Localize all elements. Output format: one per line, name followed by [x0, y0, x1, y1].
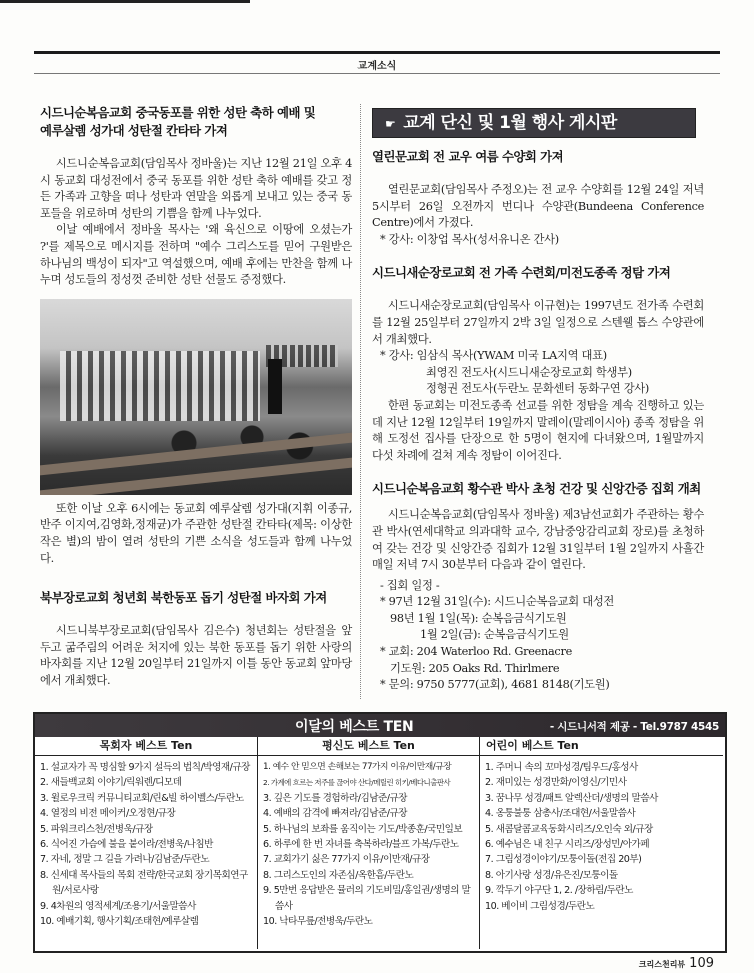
- list-item: 5. 새콤달콤교육동화시리즈/오인숙 외/규장: [485, 823, 653, 835]
- photo-conductor: [268, 359, 282, 414]
- pointing-hand-icon: ☛: [385, 117, 396, 131]
- list-item: 5. 하나님의 보좌를 움직이는 기도/박종훈/국민일보: [263, 823, 463, 835]
- article-hwang-sugwan: [372, 480, 704, 694]
- contact-line: * 문의: 9750 5777(교회), 4681 8148(기도원): [380, 678, 610, 692]
- list-item: 6. 예수님은 내 친구 시리즈/장성민/아가페: [485, 839, 650, 851]
- list-item: 6. 식어진 가슴에 불을 붙이라/전병욱/나침반: [40, 839, 213, 851]
- best-list: [480, 756, 723, 914]
- speaker-line: * 강사: 이창업 목사(성서유니온 간사): [380, 232, 559, 246]
- list-item: 8. 그리스도인의 자존심/옥한흠/두란노: [263, 869, 414, 881]
- list-item: 10. 예배기획, 행사기획/조태현/예루살렘: [40, 916, 199, 928]
- list-item: 4. 옹퉁불퉁 삼총사/조대현/서울말씀사: [485, 808, 636, 820]
- list-item: 7. 그림성경이야기/모퉁이돌(전집 20부): [485, 854, 642, 866]
- section-label: 교계소식: [357, 61, 397, 72]
- article-paragraph: 시드니순복음교회(담임목사 정바울)는 지난 12월 21일 오후 4시 동교회 대성전에서 중국 동포를 위한 성탄 축하 예배를 갖고 정든 가족과 고향을 떠나 성탄과 연말을 외롭게 보내고 있는 중국 동포들을 위로하며 성탄의 기쁨을 함께 나누었다.: [40, 157, 352, 220]
- best-ten-header: [35, 714, 725, 737]
- list-item: 1. 예수 안 믿으면 손해보는 77가지 이유/이만재/규장: [263, 762, 452, 772]
- best-ten-box: [33, 712, 727, 953]
- left-column: [40, 104, 352, 690]
- column-divider: [360, 104, 361, 699]
- article-headline: 시드니순복음교회 황수관 박사 초청 건강 및 신앙간증 집회 개최: [372, 481, 701, 497]
- article-paragraph: 이날 예배에서 정바울 목사는 '왜 육신으로 이땅에 오셨는가 ?'를 제목으로 메시지를 전하며 "예수 그리스도를 믿어 구원받은 하나님의 백성이 되자"고 역설했으며, 예배 후에는 만찬을 함께 나누며 성도들의 정성껏 준비한 성탄 선물도 증정했다.: [40, 223, 352, 287]
- list-item: 8. 아기사랑 성경/유은진/모퉁이돌: [485, 869, 618, 881]
- address-line: * 교회: 204 Waterloo Rd. Greenacre: [380, 645, 572, 659]
- schedule-title: - 집회 일정 -: [380, 578, 440, 592]
- header-subrule: [34, 73, 720, 74]
- list-item: 4. 예배의 감격에 빠져라/김남준/규장: [263, 808, 408, 820]
- list-item: 8. 신세대 목사들의 목회 전략/한국교회 장기목회연구원/서로사랑: [40, 869, 248, 897]
- best-col-children: [480, 737, 723, 949]
- list-item: 2. 새들백교회 이야기/릭워렌/디모데: [40, 777, 182, 789]
- article-paragraph: 열린문교회(담임목사 주정오)는 전 교우 수양회를 12월 24일 저녁 5시부터 26일 오전까지 번디나 수양관(Bundeena Conference Centre)에서 가졌다.: [372, 183, 704, 230]
- article-sunbokeum-chinese: [40, 104, 352, 567]
- article-paragraph: 시드니순복음교회(담임목사 정바울) 제3남선교회가 주관하는 황수관 박사(연세대학교 의과대학 교수, 강남중앙감리교회 장로)를 초청하여 갖는 건강 및 신앙간증 집회가 12월 31일부터 1월 2일까지 사흘간 매일 저녁 7시 30분부터 다음과 같이 열린다.: [372, 508, 704, 572]
- best-ten-title: 이달의 베스트 TEN: [295, 719, 414, 735]
- page-number: 109: [689, 956, 714, 971]
- article-headline: [40, 104, 352, 140]
- list-item: 5. 파워크리스천/전병욱/규장: [40, 823, 153, 835]
- article-paragraph: 한편 동교회는 미전도종족 선교를 위한 정탐을 계속 진행하고 있는데 지난 12월 12일부터 19일까지 말레이(말레이시아) 종족 정탐을 위해 도정선 집사를 단장으로 한 5명이 현지에 다녀왔으며, 1월말까지 다섯 차례에 걸쳐 계속 정탐이 이어진다.: [372, 398, 704, 462]
- headline-line-1: 시드니순복음교회 중국동포를 위한 성탄 축하 예배 및: [40, 105, 316, 120]
- list-item: 3. 윌로우크릭 커뮤니티교회/린&빌 하이벨스/두란노: [40, 792, 244, 804]
- article-headline: 열린문교회 전 교우 여름 수양회 가져: [372, 149, 564, 164]
- best-col-pastor: [35, 737, 258, 949]
- list-item: 3. 꿈나무 성경/패트 알렉산더/생명의 말씀사: [485, 792, 658, 804]
- speaker-line: 정형권 전도사(두란노 문화센터 동화구연 강사): [426, 382, 650, 396]
- speaker-line: * 강사: 임삼식 목사(YWAM 미국 LA지역 대표): [380, 349, 607, 363]
- list-item: 4. 열정의 비전 메이커/오정현/규장: [40, 808, 176, 820]
- header-rule: [34, 51, 720, 54]
- best-col-header: 평신도 베스트 Ten: [258, 737, 479, 756]
- speaker-line: 최영진 전도사(시드니새순장로교회 학생부): [426, 365, 632, 379]
- best-list: [258, 756, 479, 929]
- article-northern-presbyterian: [40, 589, 352, 689]
- list-item: 9. 4차원의 영적세계/조용기/서울말씀사: [40, 900, 196, 912]
- top-edge-rule: [0, 0, 250, 3]
- choir-photo: [40, 299, 352, 495]
- page-footer: [639, 952, 714, 971]
- article-headline: 북부장로교회 청년회 북한동포 돕기 성탄절 바자회 가져: [40, 590, 327, 606]
- right-column: [372, 108, 704, 694]
- best-col-header: 어린이 베스트 Ten: [480, 737, 723, 756]
- list-item: 3. 깊은 기도를 경험하라/김남준/규장: [263, 792, 408, 804]
- best-col-layperson: [258, 737, 480, 949]
- article-paragraph: 시드니북부장로교회(담임목사 김은수) 청년회는 성탄절을 앞두고 굶주림의 어려운 처지에 있는 북한 동포를 돕기 위한 사랑의 바자회를 지난 12월 20일부터 21일까지 이틀 동안 동교회 앞마당에서 개최했다.: [40, 624, 352, 687]
- list-item: 6. 하루에 한 번 자녀를 축복하라/블프 가복/두란노: [263, 839, 459, 851]
- list-item: 1. 주머니 속의 꼬마성경/팀우드/홍성사: [485, 762, 638, 773]
- schedule-line: 98년 1월 1일(목): 순복음금식기도원: [390, 611, 567, 625]
- article-saesoon: [372, 264, 704, 464]
- list-item: 9. 5만번 응답받은 뮬러의 기도비밀/홍일권/생명의 말씀사: [263, 885, 471, 912]
- list-item: 10. 베이비 그림성경/두란노: [485, 900, 595, 912]
- headline-line-2: 예루살렘 성가대 성탄절 칸타타 가져: [40, 123, 228, 138]
- article-paragraph: 또한 이날 오후 6시에는 동교회 예루살렘 성가대(지휘 이종규, 반주 이지여,김영화,정재균)가 주관한 성탄절 칸타타(제목: 이상한 작은 별)의 밤이 열려 성탄의 기쁜 소식을 성도들과 함께 나누었다.: [40, 501, 352, 565]
- article-paragraph: 시드니새순장로교회(담임목사 이규현)는 1997년도 전가족 수련회를 12월 25일부터 27일까지 2박 3일 일정으로 스텐웰 톱스 수양관에서 개최했다.: [372, 299, 704, 346]
- best-ten-columns: [35, 737, 725, 949]
- bulletin-banner: [372, 108, 696, 138]
- photo-choir: [60, 351, 260, 421]
- schedule-line: * 97년 12월 31일(수): 시드니순복음교회 대성전: [380, 595, 615, 609]
- banner-title: 교계 단신 및 1월 행사 게시판: [403, 113, 617, 133]
- article-yeollinmun: [372, 148, 704, 248]
- address-line: 기도원: 205 Oaks Rd. Thirlmere: [390, 661, 560, 675]
- list-item: 1. 설교자가 꼭 명심할 9가지 설득의 법칙/박영재/규장: [40, 762, 250, 773]
- best-ten-credit: - 시드니서적 제공 - Tel.9787 4545: [549, 721, 719, 733]
- list-item: 2. 재미있는 성경만화/이영신/기민사: [485, 777, 627, 789]
- schedule-line: 1월 2일(금): 순복음금식기도원: [420, 628, 569, 642]
- list-item: 2. 가계에 흐르는 저주를 끊어야 산다/메릴린 히키/베다니출판사: [263, 778, 451, 788]
- list-item: 7. 자네, 정말 그 길을 가려나/김남준/두란노: [40, 854, 210, 866]
- best-col-header: 목회자 베스트 Ten: [35, 737, 257, 756]
- article-headline: 시드니새순장로교회 전 가족 수련회/미전도종족 정탐 가져: [372, 265, 671, 281]
- list-item: 7. 교회가기 싫은 77가지 이유/이만재/규장: [263, 854, 430, 866]
- list-item: 9. 깍두기 야구단 1, 2. /장하림/두란노: [485, 885, 633, 897]
- list-item: 10. 낙타무릎/전병욱/두란노: [263, 916, 373, 928]
- best-list: [35, 756, 257, 929]
- magazine-name: 크리스천리뷰: [638, 960, 686, 969]
